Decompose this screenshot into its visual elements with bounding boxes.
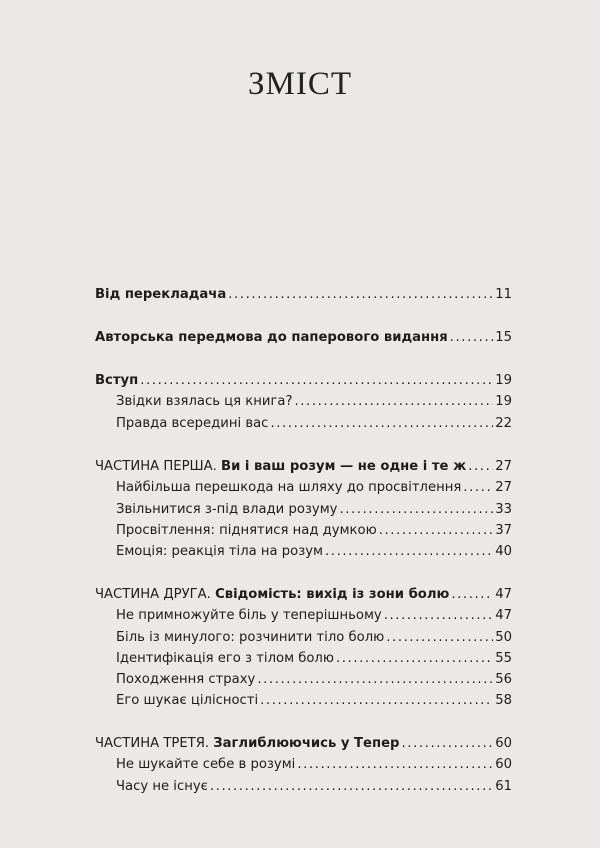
toc-entry	[116, 628, 512, 648]
dot-leader	[325, 542, 493, 562]
page-number: 15	[495, 330, 512, 345]
dot-leader	[270, 414, 493, 434]
toc-entry	[116, 649, 512, 669]
page-number: 50	[495, 630, 512, 645]
toc-entry	[116, 777, 512, 797]
page-number: 19	[495, 394, 512, 409]
entry-label: Авторська передмова до паперового видання	[95, 330, 448, 345]
toc-entry-title	[116, 649, 334, 669]
toc-entry	[116, 521, 512, 541]
page-number: 22	[495, 416, 512, 431]
entry-label: Звільнитися з-під влади розуму	[116, 502, 338, 517]
page-number: 47	[495, 608, 512, 623]
dot-leader	[257, 670, 493, 690]
entry-label: Емоція: реакція тіла на розум	[116, 544, 324, 559]
toc-entry-title	[116, 670, 255, 690]
part-prefix: ЧАСТИНА ПЕРША.	[95, 459, 222, 474]
toc-entry-title	[116, 521, 377, 541]
entry-label: Его шукає цілісності	[116, 693, 259, 708]
toc-entry-title	[95, 585, 449, 605]
toc-entry-title	[116, 414, 268, 434]
entry-label: Ви і ваш розум — не одне і те ж	[221, 459, 467, 474]
toc-entry-title	[116, 777, 208, 797]
toc-entry-title	[95, 285, 226, 305]
page-number: 55	[495, 651, 512, 666]
page-number: 37	[495, 523, 512, 538]
dot-leader	[451, 585, 493, 605]
toc-entry	[95, 371, 512, 391]
toc-entry	[116, 414, 512, 434]
part-prefix: ЧАСТИНА ТРЕТЯ.	[95, 736, 214, 751]
page-number: 33	[495, 502, 512, 517]
page-number: 19	[495, 373, 512, 388]
entry-label: Свідомість: вихід із зони болю	[215, 587, 450, 602]
entry-label: Заглиблюючись у Тепер	[213, 736, 400, 751]
entry-label: Правда всередині вас	[116, 416, 269, 431]
toc-entry-title	[95, 328, 448, 348]
entry-label: Звідки взялась ця книга?	[116, 394, 293, 409]
dot-leader	[228, 285, 493, 305]
part-prefix: ЧАСТИНА ДРУГА.	[95, 587, 216, 602]
toc-entry-title	[116, 755, 295, 775]
toc-entry-title	[116, 691, 258, 711]
dot-leader	[140, 371, 493, 391]
toc-entry-title	[95, 734, 400, 754]
page-number: 27	[495, 459, 512, 474]
dot-leader	[210, 777, 493, 797]
page-number: 61	[495, 779, 512, 794]
toc-entry	[116, 392, 512, 412]
toc-entry	[116, 755, 512, 775]
dot-leader	[336, 649, 493, 669]
dot-leader	[339, 500, 493, 520]
dot-leader	[468, 457, 493, 477]
toc-entry-title	[116, 500, 337, 520]
page-number: 47	[495, 587, 512, 602]
toc-entry	[116, 691, 512, 711]
entry-label: Походження страху	[116, 672, 256, 687]
toc-entry	[116, 670, 512, 690]
dot-leader	[379, 521, 494, 541]
page-number: 58	[495, 693, 512, 708]
dot-leader	[450, 328, 494, 348]
entry-label: Не шукайте себе в розумі	[116, 757, 296, 772]
toc-entry-title	[116, 542, 323, 562]
toc-entry	[95, 585, 512, 605]
page-number: 56	[495, 672, 512, 687]
dot-leader	[260, 691, 493, 711]
toc-entry-title	[95, 371, 138, 391]
page-title: ЗМІСТ	[247, 66, 353, 102]
toc-entry	[95, 734, 512, 754]
page-number: 11	[495, 287, 512, 302]
entry-label: Біль із минулого: розчинити тіло болю	[116, 630, 385, 645]
dot-leader	[386, 628, 493, 648]
dot-leader	[384, 606, 494, 626]
page-number: 27	[495, 480, 512, 495]
toc-entry	[116, 500, 512, 520]
toc-entry	[116, 478, 512, 498]
dot-leader	[294, 392, 493, 412]
page-number: 60	[495, 736, 512, 751]
entry-label: Вступ	[95, 373, 139, 388]
page-number: 40	[495, 544, 512, 559]
page-number: 60	[495, 757, 512, 772]
toc-entry	[95, 457, 512, 477]
entry-label: Просвітлення: піднятися над думкою	[116, 523, 377, 538]
dot-leader	[463, 478, 493, 498]
entry-label: Не примножуйте біль у теперішньому	[116, 608, 382, 623]
dot-leader	[402, 734, 494, 754]
dot-leader	[297, 755, 493, 775]
entry-label: Від перекладача	[95, 287, 227, 302]
toc-entry-title	[116, 478, 461, 498]
toc-entry	[95, 328, 512, 348]
entry-label: Найбільша перешкода на шляху до просвітлення	[116, 480, 462, 495]
toc-entry-title	[116, 628, 384, 648]
toc-entry-title	[95, 457, 466, 477]
toc-entry	[116, 542, 512, 562]
toc-entry	[116, 606, 512, 626]
toc-entry-title	[116, 606, 382, 626]
entry-label: Ідентифікація его з тілом болю	[116, 651, 334, 666]
entry-label: Часу не існує	[116, 779, 208, 794]
toc-entry	[95, 285, 512, 305]
toc-entry-title	[116, 392, 292, 412]
